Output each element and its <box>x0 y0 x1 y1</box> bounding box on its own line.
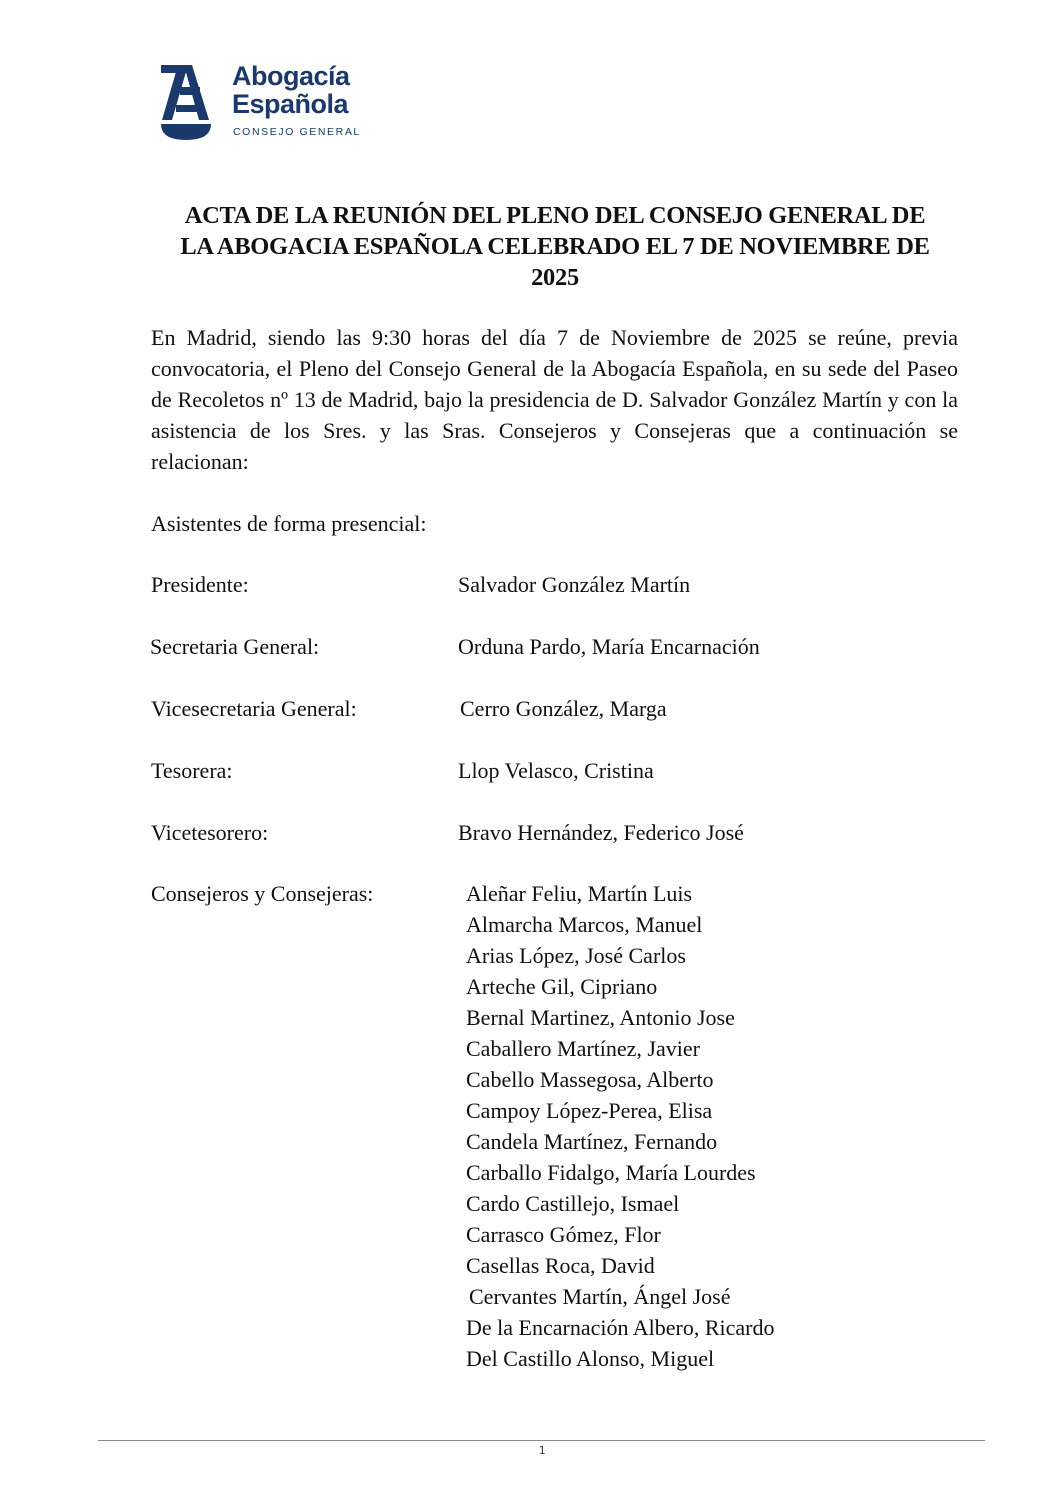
members-list <box>466 878 774 1374</box>
list-item: Del Castillo Alonso, Miguel <box>466 1346 715 1371</box>
page-number: 1 <box>538 1444 546 1457</box>
list-item: Cabello Massegosa, Alberto <box>466 1067 714 1092</box>
role-label: Vicesecretaria General: <box>151 696 357 721</box>
footer-divider <box>98 1440 985 1441</box>
members-label: Consejeros y Consejeras: <box>151 881 374 906</box>
list-item: Aleñar Feliu, Martín Luis <box>466 881 693 906</box>
list-item: Arteche Gil, Cipriano <box>466 974 658 999</box>
logo-word-espanola: Española <box>232 89 349 119</box>
list-item: Arias López, José Carlos <box>466 943 686 968</box>
role-name: Llop Velasco, Cristina <box>458 758 654 783</box>
document-title <box>140 200 970 293</box>
logo-word-abogacia: Abogacía <box>232 61 350 91</box>
role-label: Secretaria General: <box>150 634 320 659</box>
list-item: Campoy López-Perea, Elisa <box>466 1098 713 1123</box>
list-item: Carballo Fidalgo, María Lourdes <box>466 1160 756 1185</box>
list-item: Candela Martínez, Fernando <box>466 1129 718 1154</box>
logo-mark-icon <box>158 60 214 142</box>
role-name: Cerro González, Marga <box>460 696 667 721</box>
role-name: Bravo Hernández, Federico José <box>458 820 744 845</box>
logo-consejo-general: CONSEJO GENERAL <box>233 126 361 138</box>
title-line: ACTA DE LA REUNIÓN DEL PLENO DEL CONSEJO GENERAL DE <box>184 202 926 229</box>
list-item: Caballero Martínez, Javier <box>466 1036 700 1061</box>
list-item: Casellas Roca, David <box>466 1253 655 1278</box>
role-name: Orduna Pardo, María Encarnación <box>458 634 760 659</box>
list-item: Cervantes Martín, Ángel José <box>469 1284 731 1309</box>
role-label: Presidente: <box>151 572 249 597</box>
list-item: Almarcha Marcos, Manuel <box>466 912 703 937</box>
title-line: LA ABOGACIA ESPAÑOLA CELEBRADO EL 7 DE NOVIEMBRE DE <box>180 233 930 260</box>
attendance-heading: Asistentes de forma presencial: <box>151 511 427 536</box>
role-name: Salvador González Martín <box>458 572 691 597</box>
logo-abogacia-espanola <box>158 60 368 146</box>
role-label: Vicetesorero: <box>151 820 269 845</box>
list-item: Carrasco Gómez, Flor <box>466 1222 661 1247</box>
title-line: 2025 <box>531 264 579 291</box>
list-item: Bernal Martinez, Antonio Jose <box>466 1005 735 1030</box>
intro-paragraph: En Madrid, siendo las 9:30 horas del día 7 de Noviembre de 2025 se reúne, previa convocatoria, el Pleno del Consejo General de la Abogacía Española, en su sede del Paseo de Recoletos nº 13 de Madrid, bajo la presidencia de D. Salvador González Martín y con la asistencia de los Sres. y las Sras. Consejeros y Consejeras que a continuación se relacionan: <box>151 325 958 474</box>
role-label: Tesorera: <box>151 758 233 783</box>
list-item: De la Encarnación Albero, Ricardo <box>466 1315 775 1340</box>
list-item: Cardo Castillejo, Ismael <box>466 1191 680 1216</box>
